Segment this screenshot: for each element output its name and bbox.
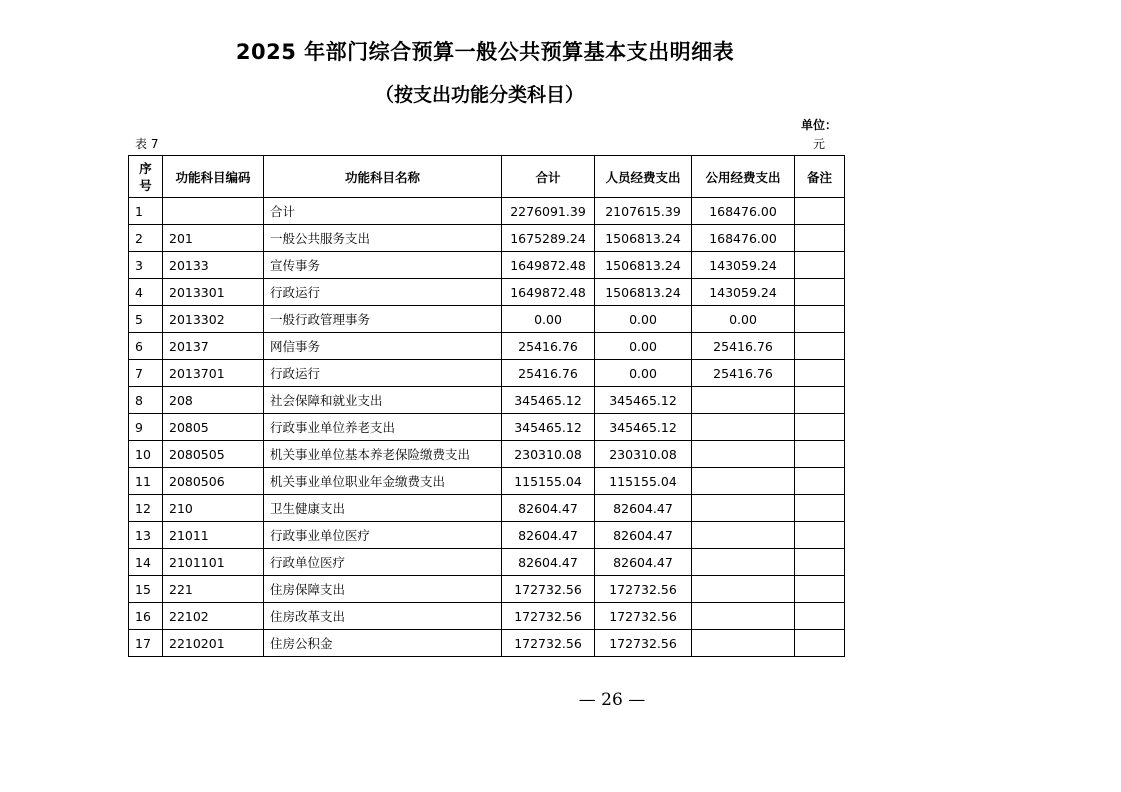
cell-total: 230310.08 (502, 441, 595, 468)
page-number: — 26 — (578, 690, 646, 710)
table-row (129, 360, 845, 387)
cell-remark (795, 198, 845, 225)
cell-personnel: 1506813.24 (595, 279, 692, 306)
cell-public (692, 441, 795, 468)
cell-name: 住房保障支出 (264, 576, 502, 603)
cell-name: 住房改革支出 (264, 603, 502, 630)
cell-name: 社会保障和就业支出 (264, 387, 502, 414)
cell-code: 21011 (163, 522, 264, 549)
cell-index: 12 (129, 495, 163, 522)
cell-personnel: 172732.56 (595, 576, 692, 603)
cell-remark (795, 252, 845, 279)
cell-personnel: 0.00 (595, 333, 692, 360)
cell-total: 2276091.39 (502, 198, 595, 225)
cell-personnel: 345465.12 (595, 414, 692, 441)
cell-code: 2013302 (163, 306, 264, 333)
cell-total: 82604.47 (502, 549, 595, 576)
cell-remark (795, 333, 845, 360)
header-code: 功能科目编码 (163, 156, 264, 198)
cell-remark (795, 495, 845, 522)
cell-total: 1649872.48 (502, 279, 595, 306)
cell-personnel: 172732.56 (595, 603, 692, 630)
cell-index: 3 (129, 252, 163, 279)
document-subtitle: （按支出功能分类科目） (375, 84, 585, 106)
cell-total: 345465.12 (502, 387, 595, 414)
table-row (129, 252, 845, 279)
cell-public (692, 414, 795, 441)
unit-label (798, 116, 840, 154)
cell-code: 22102 (163, 603, 264, 630)
table-header-row (129, 156, 845, 198)
cell-index: 15 (129, 576, 163, 603)
cell-name: 行政运行 (264, 279, 502, 306)
cell-name: 卫生健康支出 (264, 495, 502, 522)
cell-personnel: 230310.08 (595, 441, 692, 468)
cell-public (692, 495, 795, 522)
table-row (129, 576, 845, 603)
cell-remark (795, 603, 845, 630)
cell-code: 2013301 (163, 279, 264, 306)
table-row (129, 603, 845, 630)
unit-value-text: 元 (812, 137, 825, 151)
cell-name: 机关事业单位职业年金缴费支出 (264, 468, 502, 495)
cell-public: 0.00 (692, 306, 795, 333)
cell-name: 合计 (264, 198, 502, 225)
cell-code: 201 (163, 225, 264, 252)
header-public: 公用经费支出 (692, 156, 795, 198)
table-body (129, 198, 845, 657)
cell-name: 一般公共服务支出 (264, 225, 502, 252)
cell-index: 17 (129, 630, 163, 657)
cell-code: 210 (163, 495, 264, 522)
cell-code: 221 (163, 576, 264, 603)
table-row (129, 198, 845, 225)
cell-public (692, 468, 795, 495)
cell-remark (795, 441, 845, 468)
table-row (129, 387, 845, 414)
cell-remark (795, 225, 845, 252)
cell-total: 172732.56 (502, 630, 595, 657)
cell-public (692, 603, 795, 630)
table-row (129, 279, 845, 306)
cell-name: 住房公积金 (264, 630, 502, 657)
cell-total: 25416.76 (502, 360, 595, 387)
cell-index: 1 (129, 198, 163, 225)
cell-remark (795, 360, 845, 387)
table-row (129, 495, 845, 522)
cell-name: 行政运行 (264, 360, 502, 387)
cell-code: 20137 (163, 333, 264, 360)
cell-index: 13 (129, 522, 163, 549)
cell-code: 2080506 (163, 468, 264, 495)
table-row (129, 522, 845, 549)
cell-remark (795, 549, 845, 576)
cell-index: 7 (129, 360, 163, 387)
cell-total: 0.00 (502, 306, 595, 333)
cell-remark (795, 576, 845, 603)
cell-index: 10 (129, 441, 163, 468)
header-total: 合计 (502, 156, 595, 198)
table-number: 表 7 (135, 137, 159, 151)
cell-total: 172732.56 (502, 576, 595, 603)
cell-index: 8 (129, 387, 163, 414)
cell-total: 345465.12 (502, 414, 595, 441)
cell-personnel: 172732.56 (595, 630, 692, 657)
header-remark: 备注 (795, 156, 845, 198)
cell-total: 1675289.24 (502, 225, 595, 252)
cell-remark (795, 522, 845, 549)
table-row (129, 441, 845, 468)
cell-public (692, 630, 795, 657)
cell-index: 6 (129, 333, 163, 360)
cell-code: 20805 (163, 414, 264, 441)
cell-index: 2 (129, 225, 163, 252)
cell-name: 机关事业单位基本养老保险缴费支出 (264, 441, 502, 468)
cell-public: 168476.00 (692, 225, 795, 252)
cell-name: 一般行政管理事务 (264, 306, 502, 333)
cell-total: 1649872.48 (502, 252, 595, 279)
cell-personnel: 0.00 (595, 360, 692, 387)
cell-name: 宣传事务 (264, 252, 502, 279)
cell-remark (795, 630, 845, 657)
cell-personnel: 0.00 (595, 306, 692, 333)
cell-total: 82604.47 (502, 495, 595, 522)
cell-public: 143059.24 (692, 279, 795, 306)
cell-code: 2013701 (163, 360, 264, 387)
header-name: 功能科目名称 (264, 156, 502, 198)
cell-index: 5 (129, 306, 163, 333)
cell-public: 168476.00 (692, 198, 795, 225)
table-row (129, 333, 845, 360)
cell-total: 115155.04 (502, 468, 595, 495)
header-index: 序号 (129, 156, 163, 198)
header-personnel: 人员经费支出 (595, 156, 692, 198)
cell-name: 行政单位医疗 (264, 549, 502, 576)
cell-personnel: 345465.12 (595, 387, 692, 414)
cell-code: 2080505 (163, 441, 264, 468)
cell-personnel: 2107615.39 (595, 198, 692, 225)
cell-index: 14 (129, 549, 163, 576)
cell-total: 172732.56 (502, 603, 595, 630)
cell-remark (795, 468, 845, 495)
cell-index: 9 (129, 414, 163, 441)
cell-remark (795, 279, 845, 306)
cell-index: 16 (129, 603, 163, 630)
table-row (129, 414, 845, 441)
cell-code: 2210201 (163, 630, 264, 657)
cell-index: 4 (129, 279, 163, 306)
cell-code: 208 (163, 387, 264, 414)
document-title: 2025 年部门综合预算一般公共预算基本支出明细表 (235, 40, 735, 64)
cell-remark (795, 306, 845, 333)
table-row (129, 549, 845, 576)
cell-remark (795, 387, 845, 414)
table-row (129, 630, 845, 657)
cell-personnel: 115155.04 (595, 468, 692, 495)
cell-total: 82604.47 (502, 522, 595, 549)
cell-total: 25416.76 (502, 333, 595, 360)
table-row (129, 225, 845, 252)
unit-label-text: 单位： (800, 118, 837, 132)
cell-public (692, 522, 795, 549)
cell-code: 20133 (163, 252, 264, 279)
cell-personnel: 82604.47 (595, 495, 692, 522)
cell-public (692, 576, 795, 603)
table-row (129, 468, 845, 495)
cell-personnel: 1506813.24 (595, 252, 692, 279)
table-row (129, 306, 845, 333)
cell-remark (795, 414, 845, 441)
cell-public (692, 549, 795, 576)
cell-public: 143059.24 (692, 252, 795, 279)
cell-personnel: 1506813.24 (595, 225, 692, 252)
expenditure-table (128, 155, 845, 657)
cell-personnel: 82604.47 (595, 549, 692, 576)
cell-code (163, 198, 264, 225)
cell-public (692, 387, 795, 414)
cell-code: 2101101 (163, 549, 264, 576)
cell-name: 行政事业单位养老支出 (264, 414, 502, 441)
cell-name: 行政事业单位医疗 (264, 522, 502, 549)
cell-personnel: 82604.47 (595, 522, 692, 549)
cell-name: 网信事务 (264, 333, 502, 360)
cell-index: 11 (129, 468, 163, 495)
cell-public: 25416.76 (692, 333, 795, 360)
cell-public: 25416.76 (692, 360, 795, 387)
